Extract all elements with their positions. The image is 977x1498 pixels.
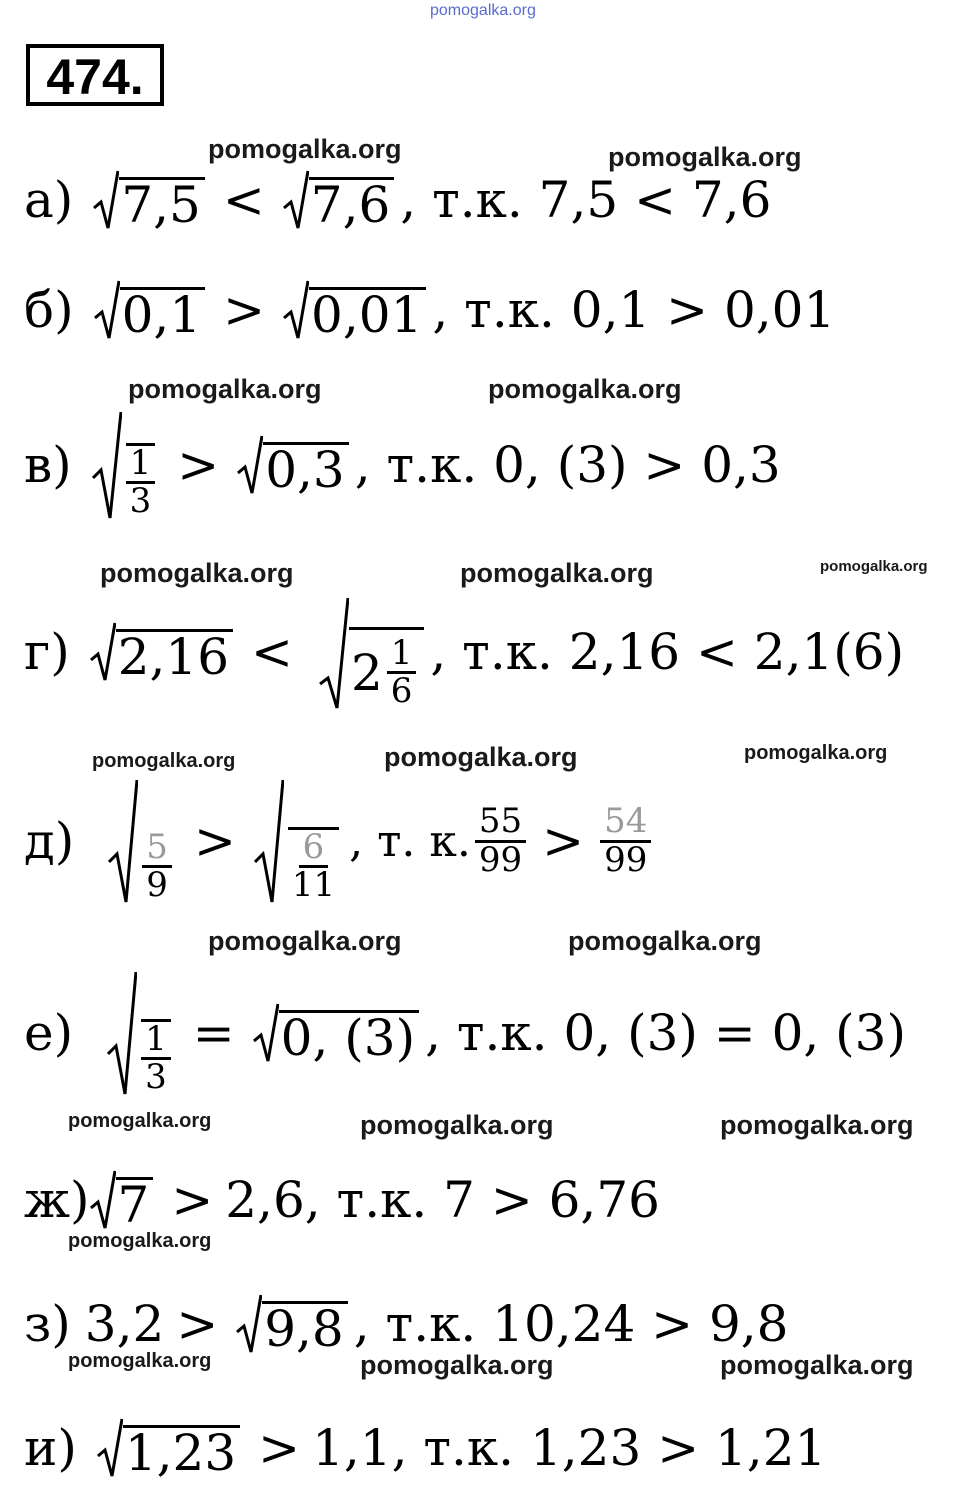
row-d	[24, 776, 655, 906]
square-root	[97, 1418, 240, 1482]
left-value: 3,2	[84, 1295, 165, 1353]
watermark: pomogalka.org	[92, 750, 236, 772]
square-root	[92, 410, 160, 520]
radicand: 0,1	[120, 287, 206, 340]
denominator: 9	[146, 865, 168, 906]
denominator: 99	[604, 839, 648, 880]
row-v	[24, 410, 781, 520]
square-root	[283, 280, 426, 344]
reason-text: , т. к.	[349, 815, 471, 867]
radicand: 7	[116, 1177, 154, 1230]
mixed-number	[349, 627, 424, 710]
square-root	[108, 778, 176, 904]
watermark: pomogalka.org	[360, 1350, 554, 1380]
radicand: 1,23	[123, 1425, 240, 1478]
watermark: pomogalka.org	[820, 558, 928, 575]
row-label: е)	[24, 1004, 74, 1062]
comparison-sign: >	[177, 436, 220, 494]
watermark: pomogalka.org	[608, 142, 802, 172]
fraction	[387, 632, 417, 712]
row-label: и)	[24, 1419, 77, 1477]
comparison-sign: >	[542, 812, 585, 870]
watermark: pomogalka.org	[68, 1110, 212, 1132]
row-label: ж)	[24, 1171, 90, 1229]
square-root	[236, 1294, 348, 1358]
row-label: г)	[24, 623, 70, 681]
square-root	[253, 1003, 419, 1067]
numerator: 5	[142, 830, 172, 869]
numerator: 1	[387, 636, 417, 675]
comparison-sign: <	[222, 171, 265, 229]
reason-text: , т.к. 0, (3) = 0, (3)	[425, 1004, 907, 1062]
radicand: 7,5	[119, 177, 205, 230]
radicand: 0, (3)	[279, 1010, 419, 1063]
watermark: pomogalka.org	[460, 558, 654, 588]
row-label: д)	[24, 812, 75, 870]
watermark-top: pomogalka.org	[430, 2, 536, 19]
comparison-sign: =	[192, 1004, 235, 1062]
denominator: 11	[291, 865, 336, 906]
row-label: в)	[24, 436, 72, 494]
fraction	[288, 827, 339, 904]
reason-text: 1,1, т.к. 1,23 > 1,21	[312, 1419, 827, 1477]
comparison-sign: >	[258, 1419, 301, 1477]
whole-part: 2	[350, 643, 383, 702]
comparison-sign: >	[223, 281, 266, 339]
row-i	[24, 1408, 826, 1488]
watermark: pomogalka.org	[720, 1110, 914, 1140]
reason-text: , т.к. 0, (3) > 0,3	[354, 436, 781, 494]
row-label: а)	[24, 171, 74, 229]
row-b	[24, 270, 835, 350]
watermark: pomogalka.org	[208, 926, 402, 956]
row-g	[24, 592, 904, 712]
comparison-sign: >	[171, 1171, 214, 1229]
radicand: 2,16	[116, 629, 233, 682]
radicand: 7,6	[309, 177, 395, 230]
numerator: 1	[126, 446, 156, 485]
fraction	[142, 826, 172, 906]
reason-text: , т.к. 0,1 > 0,01	[432, 281, 836, 339]
denominator: 3	[145, 1057, 167, 1098]
watermark: pomogalka.org	[360, 1110, 554, 1140]
watermark: pomogalka.org	[720, 1350, 914, 1380]
watermark: pomogalka.org	[568, 926, 762, 956]
fraction	[600, 800, 651, 880]
watermark: pomogalka.org	[100, 558, 294, 588]
square-root	[90, 622, 233, 686]
denominator: 3	[129, 481, 152, 522]
row-label: б)	[24, 281, 74, 339]
fraction	[126, 443, 156, 520]
exercise-number-box	[26, 44, 164, 106]
square-root	[107, 970, 175, 1096]
row-zh	[24, 1160, 660, 1240]
watermark: pomogalka.org	[68, 1350, 212, 1372]
square-root	[94, 280, 206, 344]
radicand: 0,3	[263, 442, 349, 495]
denominator: 99	[478, 839, 523, 880]
reason-text: 2,6, т.к. 7 > 6,76	[225, 1171, 660, 1229]
watermark: pomogalka.org	[68, 1230, 212, 1252]
row-label: з)	[24, 1295, 71, 1353]
watermark: pomogalka.org	[744, 742, 888, 764]
square-root	[93, 170, 205, 234]
comparison-sign: >	[193, 812, 236, 870]
fraction	[475, 800, 526, 880]
numerator: 6	[299, 830, 329, 869]
denominator: 6	[390, 671, 413, 712]
square-root	[319, 594, 424, 710]
comparison-sign: >	[176, 1295, 219, 1353]
comparison-sign: <	[251, 623, 293, 681]
watermark: pomogalka.org	[384, 742, 578, 772]
watermark: pomogalka.org	[128, 374, 322, 404]
radicand: 0,01	[309, 287, 426, 340]
radicand: 9,8	[262, 1301, 348, 1354]
reason-text: , т.к. 2,16 < 2,1(6)	[430, 623, 905, 681]
fraction	[141, 1019, 171, 1096]
square-root	[90, 1170, 154, 1234]
row-e	[24, 968, 906, 1098]
numerator: 1	[141, 1022, 171, 1061]
numerator: 55	[475, 804, 526, 843]
square-root	[237, 435, 349, 499]
row-z	[24, 1284, 788, 1364]
watermark: pomogalka.org	[488, 374, 682, 404]
numerator: 54	[600, 804, 651, 843]
exercise-number: 474.	[46, 49, 144, 105]
reason-text: , т.к. 10,24 > 9,8	[353, 1295, 789, 1353]
reason-text: , т.к. 7,5 < 7,6	[400, 171, 772, 229]
square-root	[254, 778, 343, 904]
watermark: pomogalka.org	[208, 134, 402, 164]
row-a	[24, 160, 771, 240]
square-root	[283, 170, 395, 234]
